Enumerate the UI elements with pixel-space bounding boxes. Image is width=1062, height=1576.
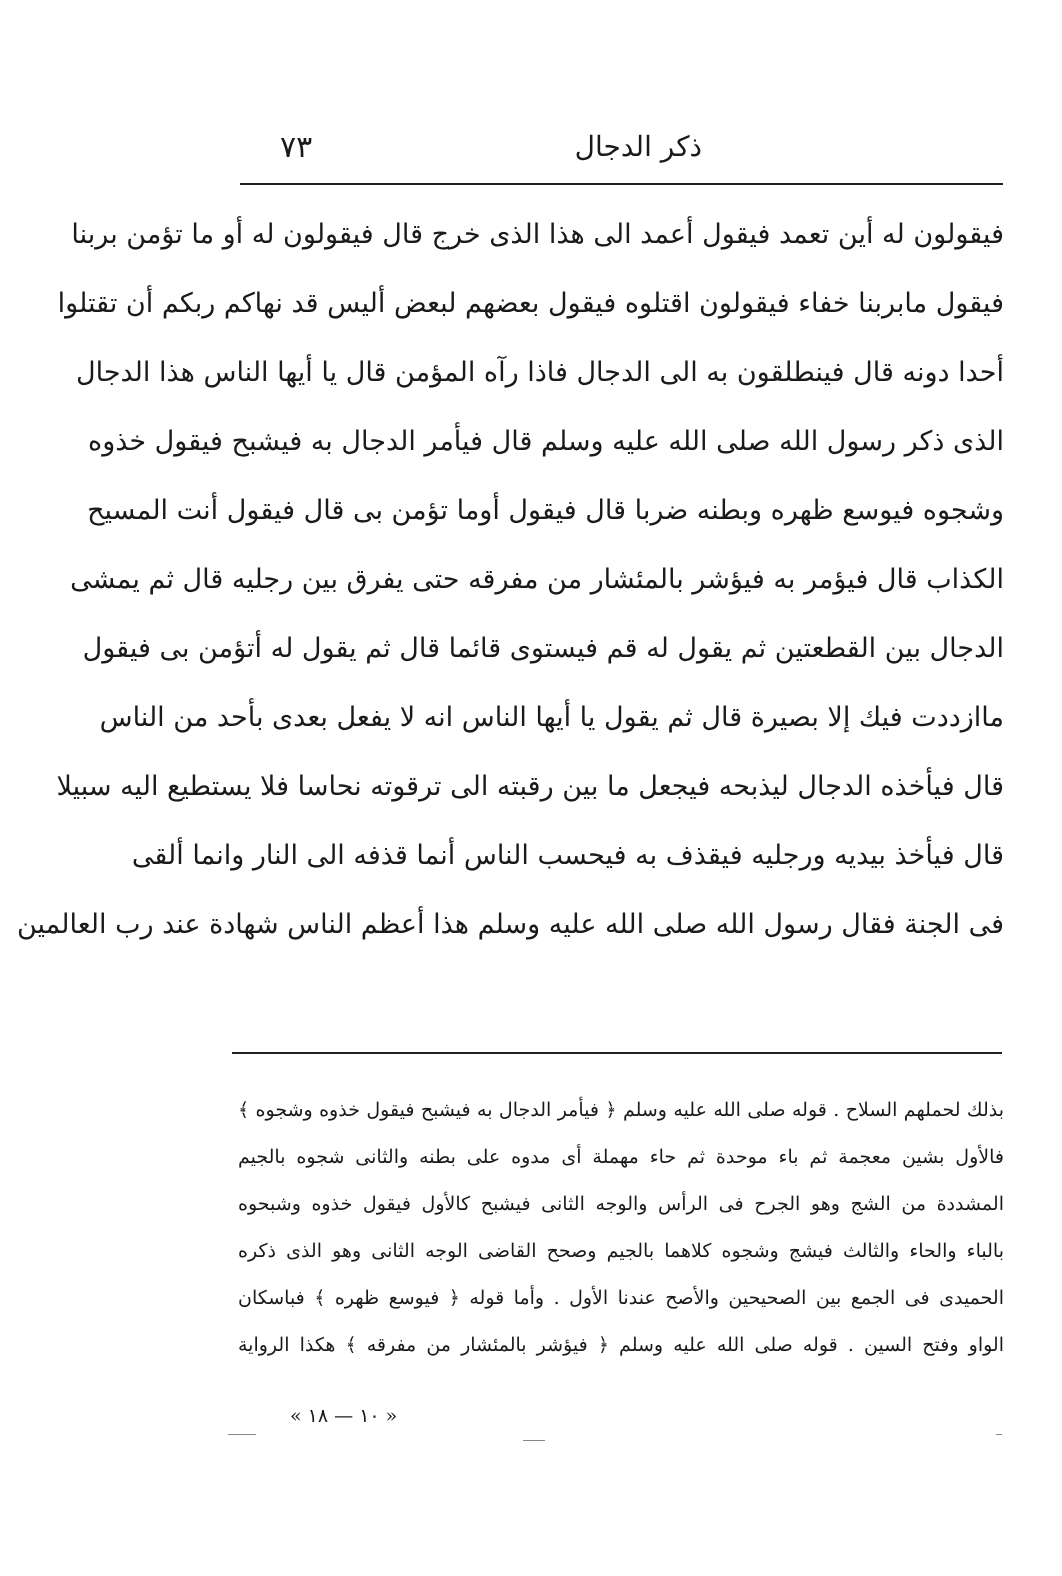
main-text-line: فى الجنة فقال رسول الله صلى الله عليه وسلم هذا أعظم الناس شهادة عند رب العالمين [16, 909, 1004, 940]
footnote-rule [232, 1052, 1002, 1054]
note-line: الواو وفتح السين . قوله صلى الله عليه وسلم ﴿ فيؤشر بالمئشار من مفرقه ﴾ هكذا الرواية [238, 1334, 1004, 1356]
main-text-line: أحدا دونه قال فينطلقون به الى الدجال فاذا رآه المؤمن قال يا أيها الناس هذا الدجال [75, 357, 1004, 388]
header-rule [240, 183, 1003, 185]
note-line: الحميدى فى الجمع بين الصحيحين والأصح عندنا الأول . وأما قوله ﴿ فيوسع ظهره ﴾ فباسكان [238, 1287, 1004, 1309]
page-number: ٧٣ [280, 130, 313, 165]
note-line: بذلك لحملهم السلاح . قوله صلى الله عليه وسلم ﴿ فيأمر الدجال به فيشبح فيقول خذوه وشجوه ﴾ [238, 1099, 1004, 1121]
main-text [16, 200, 1004, 959]
main-text-line: قال فيأخذه الدجال ليذبحه فيجعل ما بين رقبته الى ترقوته نحاسا فلا يستطيع اليه سبيلا [56, 771, 1004, 802]
main-text-line: قال فيأخذ بيديه ورجليه فيقذف به فيحسب الناس أنما قذفه الى النار وانما ألقى [131, 840, 1004, 871]
main-text-line: الدجال بين القطعتين ثم يقول له قم فيستوى قائما قال ثم يقول له أتؤمن بى فيقول [82, 633, 1004, 664]
running-title: ذكر الدجال [574, 130, 702, 163]
printer-signature: « ١٠ — ١٨ » [290, 1405, 398, 1427]
main-text-line: وشجوه فيوسع ظهره وبطنه ضربا قال فيقول أوما تؤمن بى قال فيقول أنت المسيح [87, 495, 1004, 526]
note-line: بالباء والحاء والثالث فيشج وشجوه كلاهما بالجيم وصحح القاضى الوجه الثانى وهو الذى ذكره [238, 1240, 1004, 1262]
main-text-line: ماازددت فيك إلا بصيرة قال ثم يقول يا أيها الناس انه لا يفعل بعدى بأحد من الناس [99, 702, 1004, 733]
commentary-notes [238, 1087, 1004, 1369]
note-line: فالأول بشين معجمة ثم باء موحدة ثم حاء مهملة أى مدوه على بطنه والثانى شجوه بالجيم [238, 1146, 1004, 1168]
scan-mark [523, 1440, 545, 1441]
main-text-line: فيقولون له أين تعمد فيقول أعمد الى هذا الذى خرج قال فيقولون له أو ما تؤمن بربنا [71, 219, 1004, 250]
scan-mark [228, 1434, 256, 1435]
main-text-line: فيقول مابربنا خفاء فيقولون اقتلوه فيقول بعضهم لبعض أليس قد نهاكم ربكم أن تقتلوا [57, 288, 1004, 319]
main-text-line: الذى ذكر رسول الله صلى الله عليه وسلم قال فيأمر الدجال به فيشبح فيقول خذوه [88, 426, 1004, 457]
scan-mark [996, 1434, 1002, 1435]
page-header [240, 128, 1002, 172]
main-text-line: الكذاب قال فيؤمر به فيؤشر بالمئشار من مفرقه حتى يفرق بين رجليه قال ثم يمشى [70, 564, 1004, 595]
note-line: المشددة من الشج وهو الجرح فى الرأس والوجه الثانى فيشبح كالأول فيقول خذوه وشبحوه [238, 1193, 1004, 1215]
